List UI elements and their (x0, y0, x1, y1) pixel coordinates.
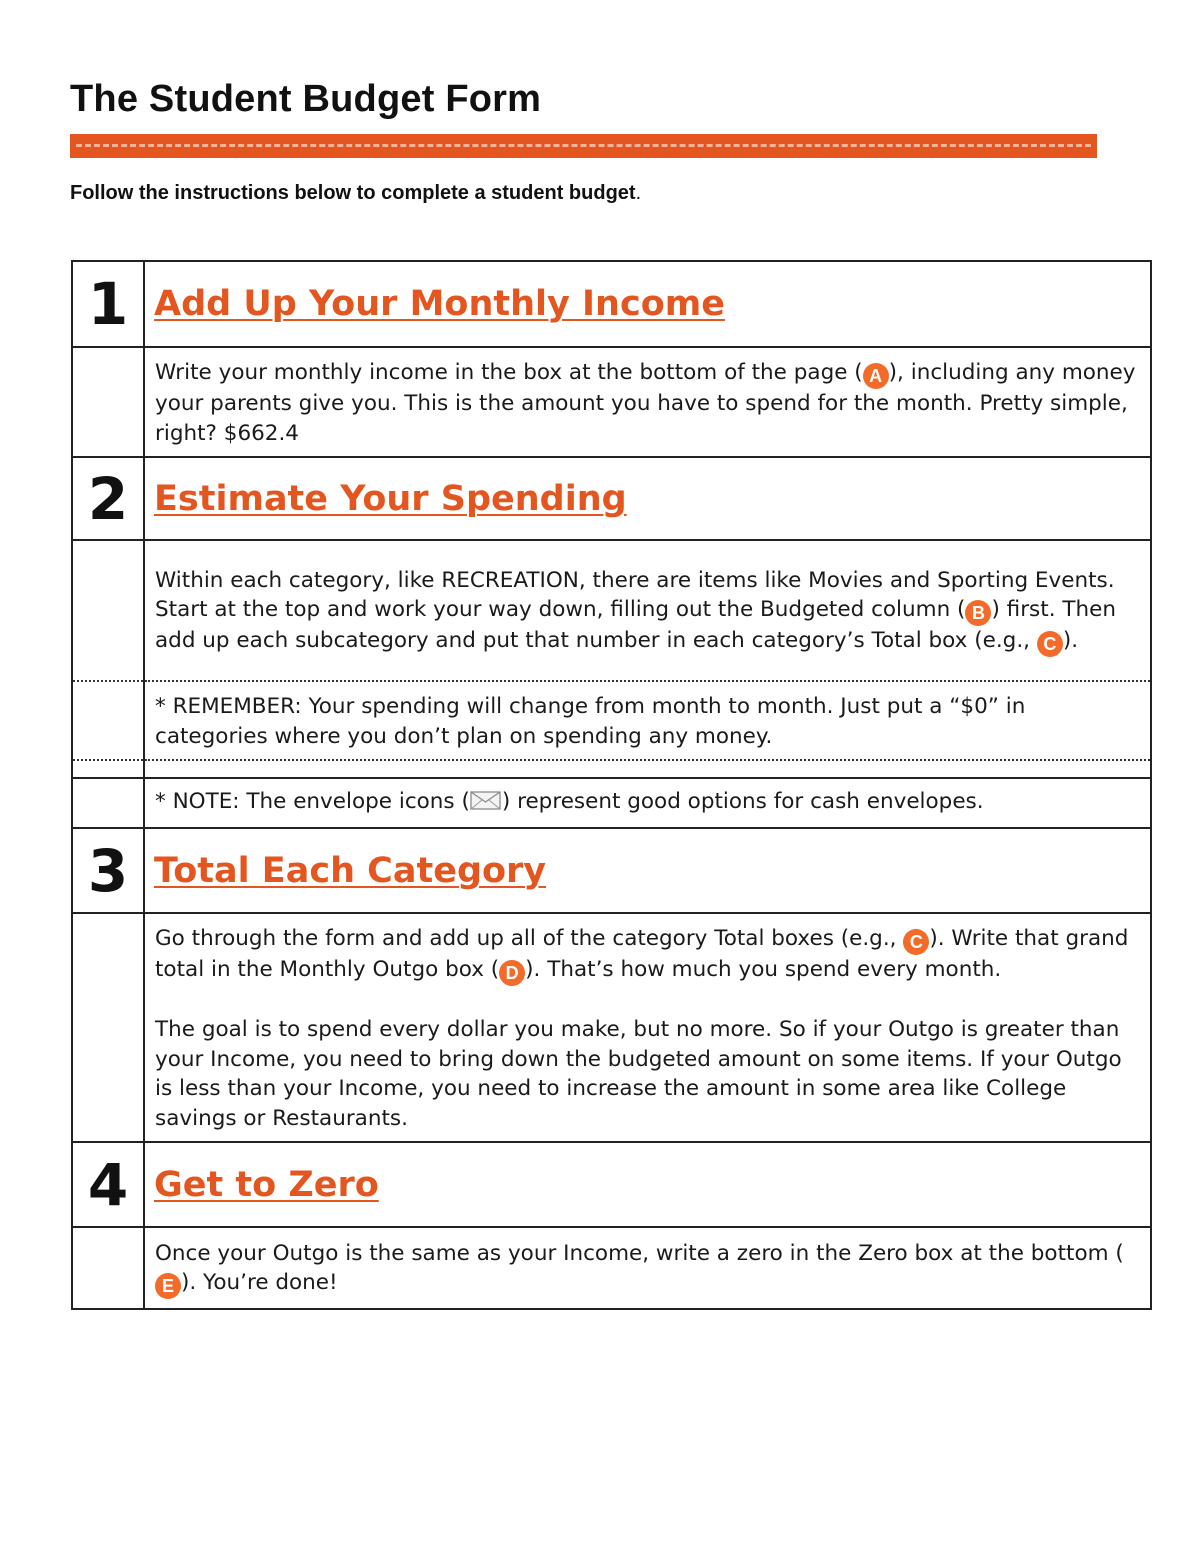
step-number-spacer (72, 347, 144, 457)
step-body (144, 913, 1151, 1142)
badge-a: A (863, 363, 889, 389)
step-2-header-row (72, 457, 1151, 540)
step-text: Go through the form and add up all of the category Total boxes (e.g., (155, 926, 904, 951)
step-text: ), including any money your parents give you. This is the amount you have to spend for the month. Pretty simple, right? $662.4 (155, 360, 1136, 446)
remember-note: * REMEMBER: Your spending will change from month to month. Just put a “$0” in categories where you don’t plan on spending any money. (144, 681, 1151, 760)
step-1-body-row (72, 347, 1151, 457)
step-title: Total Each Category (154, 850, 547, 891)
page-title: The Student Budget Form (70, 78, 542, 120)
step-2-remember-row (72, 681, 1151, 760)
step-2-heading-cell (144, 457, 1151, 540)
badge-b: B (965, 600, 991, 626)
step-text: ). Write that grand total in the Monthly Outgo box ( (155, 926, 1129, 982)
step-number-spacer (72, 540, 144, 681)
step-number: 3 (72, 828, 144, 913)
step-body (144, 347, 1151, 457)
step-number-spacer (72, 1227, 144, 1309)
step-number-spacer (72, 913, 144, 1142)
step-title: Get to Zero (154, 1164, 379, 1205)
title-underline-bar (70, 134, 1097, 158)
step-number: 1 (72, 261, 144, 347)
envelope-icon (470, 789, 502, 811)
step-4-heading-cell (144, 1142, 1151, 1227)
badge-e: E (155, 1273, 181, 1299)
step-2-note-row (72, 778, 1151, 828)
step-4-body-row (72, 1227, 1151, 1309)
step-title: Estimate Your Spending (154, 478, 627, 519)
intro-label: Follow the instructions below to complete a student budget (70, 182, 636, 204)
step-number-spacer (72, 778, 144, 828)
step-text: * NOTE: The envelope icons ( (155, 789, 470, 815)
badge-c: C (1037, 631, 1063, 657)
intro-period: . (635, 182, 642, 204)
step-1-header-row (72, 261, 1151, 347)
step-2-spacer-row (72, 760, 1151, 778)
step-text: ) first. Then add up each subcategory and put that number in each category’s Total box (e.g., (155, 597, 1116, 654)
step-text: ). (1062, 628, 1079, 654)
badge-d: D (499, 960, 525, 986)
step-title: Add Up Your Monthly Income (154, 284, 725, 324)
spacer-cell (144, 760, 1151, 778)
step-text: Write your monthly income in the box at the bottom of the page ( (155, 360, 863, 385)
intro-text (70, 182, 641, 205)
step-3-heading-cell (144, 828, 1151, 913)
badge-c: C (903, 929, 929, 955)
step-1-heading-cell (144, 261, 1151, 347)
envelope-note (144, 778, 1151, 828)
step-text: ). That’s how much you spend every month. (525, 957, 1002, 982)
step-text: Once your Outgo is the same as your Income, write a zero in the Zero box at the bottom ( (155, 1240, 1124, 1266)
step-number: 2 (72, 457, 144, 540)
step-3-body-row (72, 913, 1151, 1142)
step-body (144, 540, 1151, 681)
instructions-table (71, 260, 1152, 1310)
step-body (144, 1227, 1151, 1309)
step-number: 4 (72, 1142, 144, 1227)
step-text: ). You’re done! (181, 1270, 338, 1296)
step-text: Within each category, like RECREATION, there are items like Movies and Sporting Events. Start at the top and work your way down, filling out the Budgeted column ( (155, 567, 1115, 623)
paragraph-gap (155, 986, 1138, 1015)
step-3-header-row (72, 828, 1151, 913)
step-number-spacer (72, 681, 144, 760)
step-text: ) represent good options for cash envelopes. (501, 789, 984, 815)
step-2-body-row (72, 540, 1151, 681)
step-number-spacer (72, 760, 144, 778)
step-4-header-row (72, 1142, 1151, 1227)
step-text-paragraph: The goal is to spend every dollar you make, but no more. So if your Outgo is greater than your Income, you need to bring down the budgeted amount on some items. If your Outgo is less than your Income, you need to increase the amount in some area like College savings or Restaurants. (155, 1017, 1122, 1131)
